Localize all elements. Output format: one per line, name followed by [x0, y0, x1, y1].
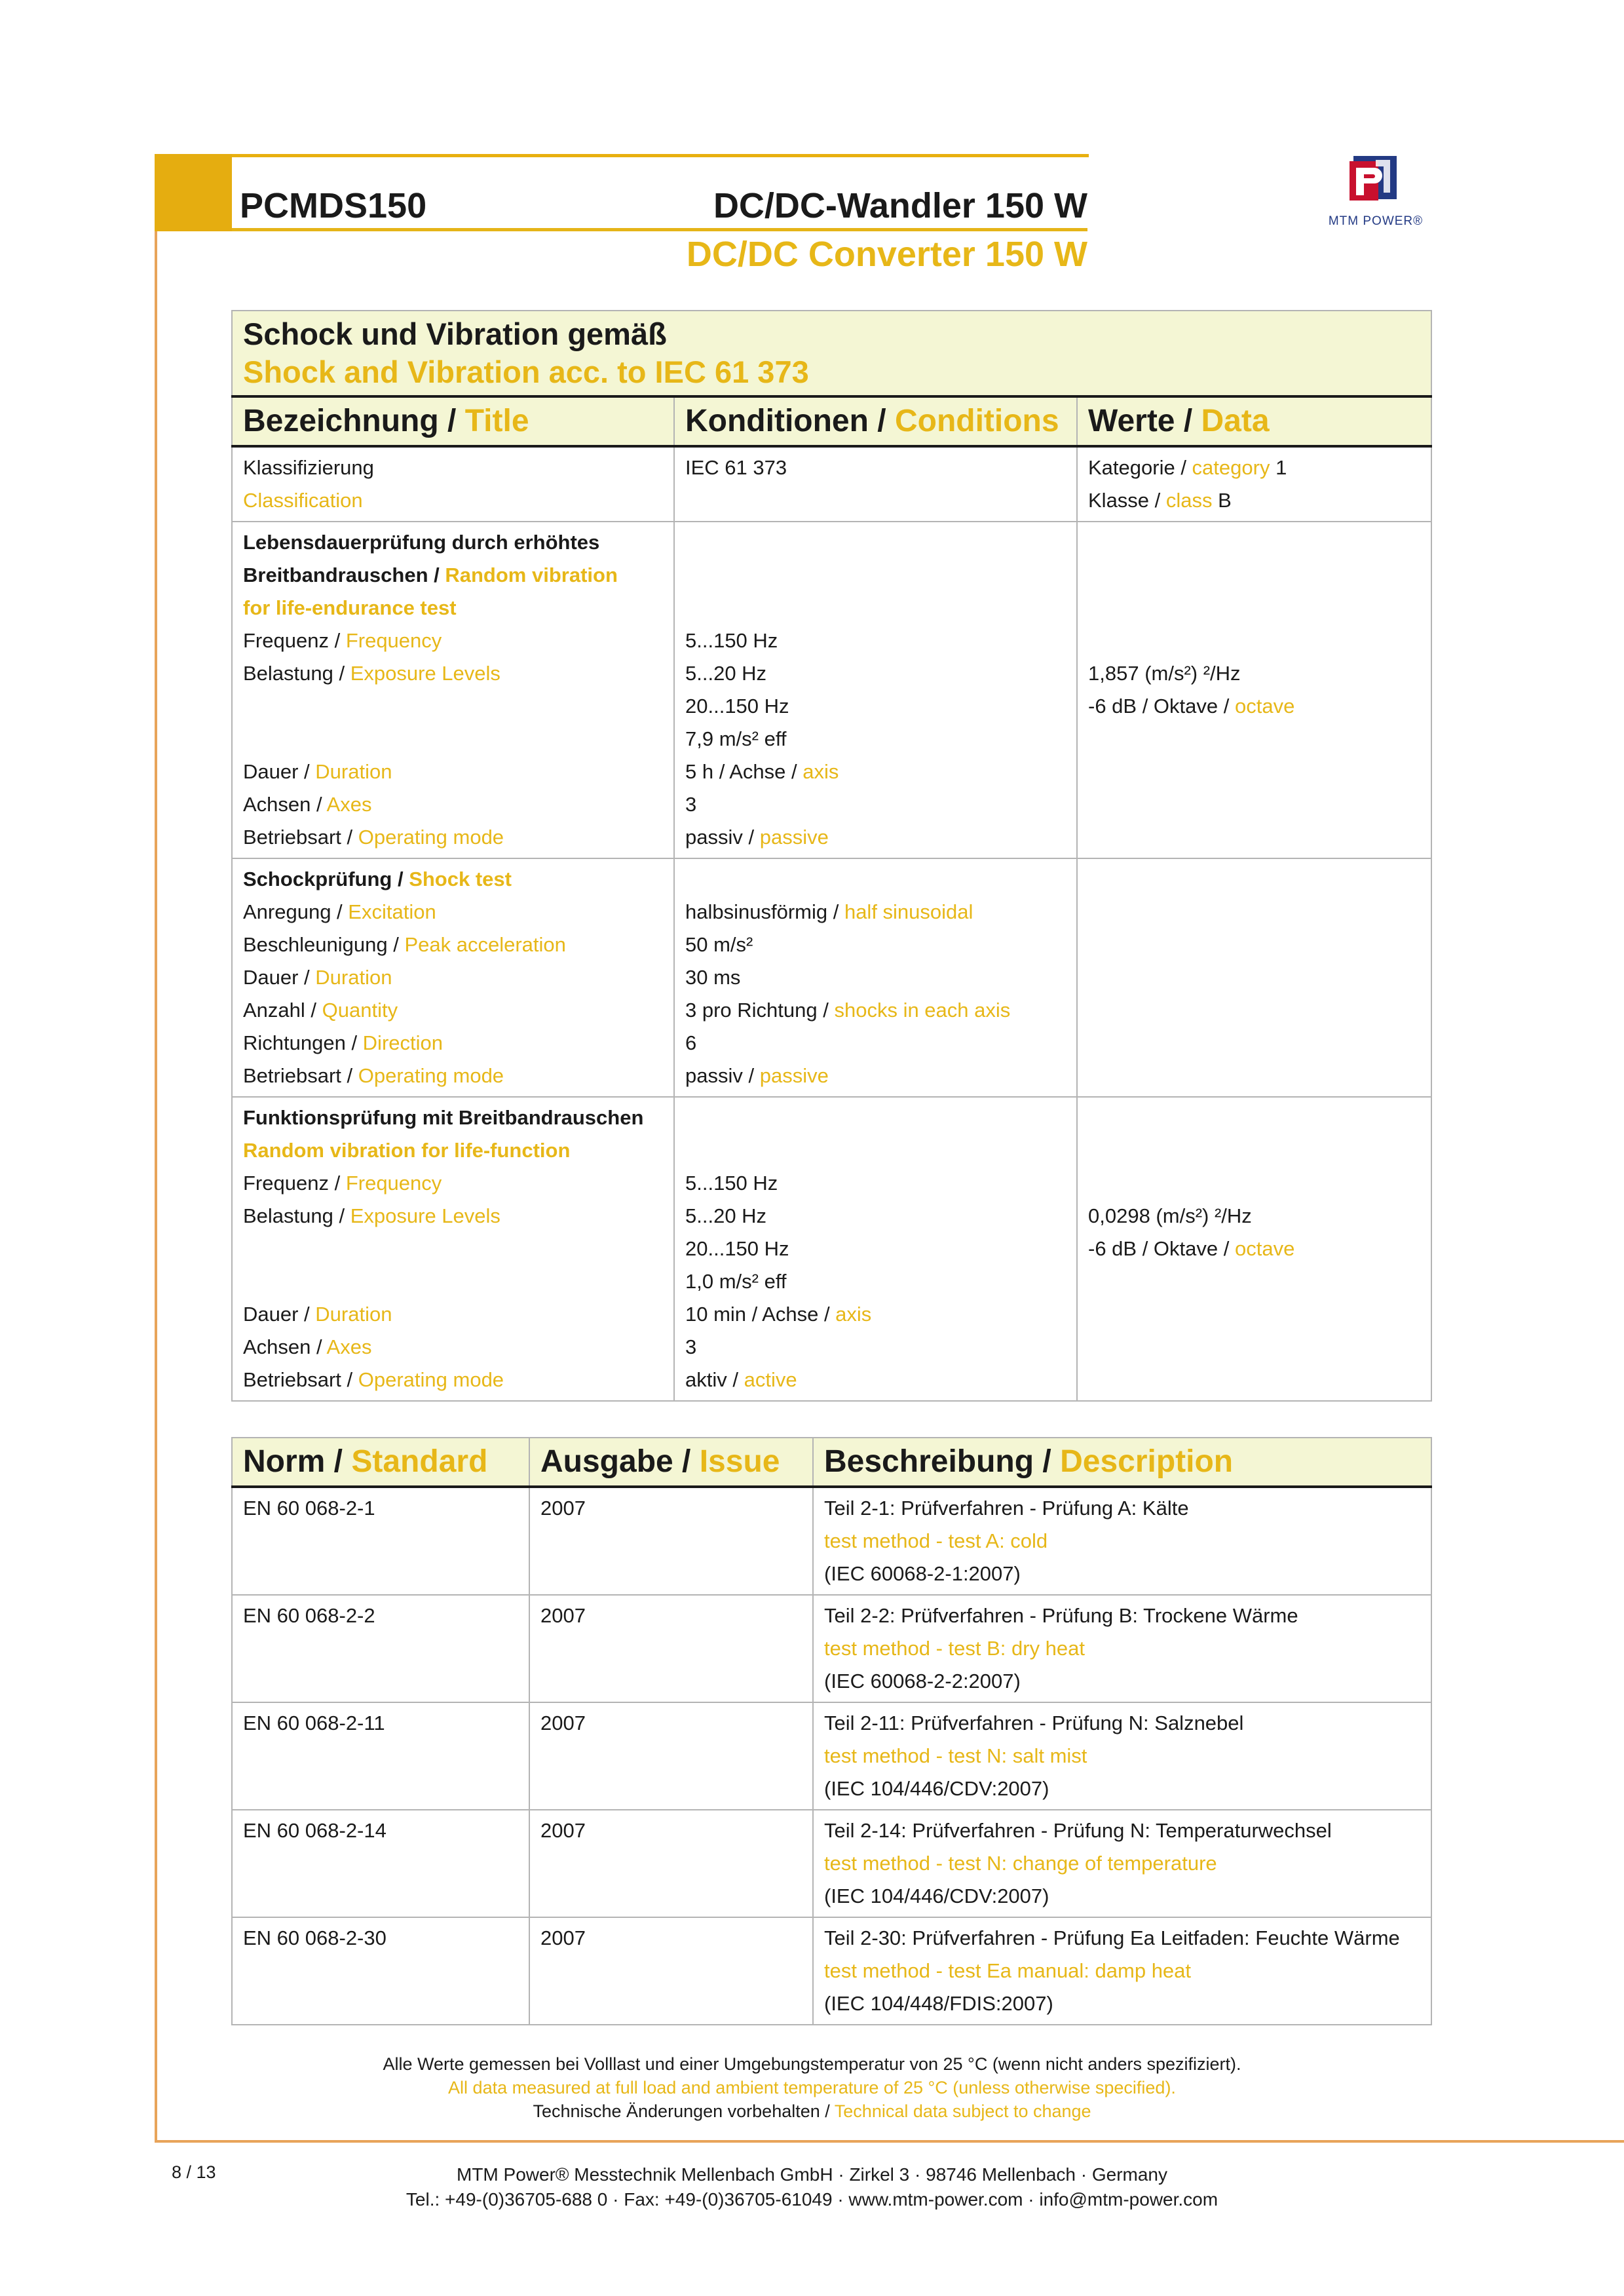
cell-description: Teil 2-2: Prüfverfahren - Prüfung B: Trockene Wärme test method - test B: dry heat (IEC 60068-2-2:2007): [813, 1595, 1431, 1702]
company-footer: [0, 2162, 1624, 2212]
title-de: DC/DC-Wandler 150 W: [713, 186, 1087, 225]
table-row-random-endurance: [232, 522, 1431, 858]
cell-label: Lebensdauerprüfung durch erhöhtes Breitbandrauschen / Random vibration for life-endurance test Frequenz / Frequency Belastung / Exposure Levels Dauer / Duration Achsen / Axes Betriebsart / Operating mode: [232, 522, 674, 858]
footnote-en: All data measured at full load and ambient temperature of 25 °C (unless otherwise specified).: [448, 2078, 1176, 2097]
title-underline: [232, 228, 1087, 231]
cell-data: Kategorie / category 1 Klasse / class B: [1077, 446, 1431, 522]
cell-issue: 2007: [529, 1917, 813, 2025]
table-row: [232, 1487, 1431, 1595]
cell-data: 0,0298 (m/s²) ²/Hz -6 dB / Oktave / octave: [1077, 1097, 1431, 1401]
cell-label: Schockprüfung / Shock test Anregung / Excitation Beschleunigung / Peak acceleration Dauer / Duration Anzahl / Quantity Richtungen / Direction Betriebsart / Operating mode: [232, 858, 674, 1097]
cell-issue: 2007: [529, 1487, 813, 1595]
table-header-row: [232, 1438, 1431, 1487]
cell-conditions: 5...150 Hz 5...20 Hz 20...150 Hz 7,9 m/s² eff 5 h / Achse / axis 3 passiv / passive: [674, 522, 1077, 858]
footnote-de: Alle Werte gemessen bei Volllast und einer Umgebungstemperatur von 25 °C (wenn nicht anders spezifiziert).: [383, 2054, 1241, 2074]
company-address: MTM Power® Messtechnik Mellenbach GmbH · Zirkel 3 · 98746 Mellenbach · Germany: [457, 2164, 1167, 2185]
cell-conditions: halbsinusförmig / half sinusoidal 50 m/s² 30 ms 3 pro Richtung / shocks in each axis 6 passiv / passive: [674, 858, 1077, 1097]
frame-top-line: [155, 154, 1089, 157]
col-header-issue: Ausgabe / Issue: [529, 1438, 813, 1487]
cell-standard: EN 60 068-2-14: [232, 1810, 529, 1917]
col-header-description: Beschreibung / Description: [813, 1438, 1431, 1487]
col-header-conditions: Konditionen / Conditions: [674, 396, 1077, 446]
cell-label: Funktionsprüfung mit Breitbandrauschen Random vibration for life-function Frequenz / Frequency Belastung / Exposure Levels Dauer / Duration Achsen / Axes Betriebsart / Operating mode: [232, 1097, 674, 1401]
table-row: [232, 1595, 1431, 1702]
cell-standard: EN 60 068-2-11: [232, 1702, 529, 1810]
table-caption-row: [232, 311, 1431, 396]
cell-description: Teil 2-1: Prüfverfahren - Prüfung A: Kälte test method - test A: cold (IEC 60068-2-1:2007): [813, 1487, 1431, 1595]
page-number: 8 / 13: [172, 2162, 216, 2182]
cell-standard: EN 60 068-2-1: [232, 1487, 529, 1595]
cell-issue: 2007: [529, 1595, 813, 1702]
model-name: PCMDS150: [240, 186, 427, 225]
col-header-title: Bezeichnung / Title: [232, 396, 674, 446]
caption-de: Schock und Vibration gemäß: [243, 316, 667, 351]
logo-text: MTM POWER®: [1328, 214, 1424, 228]
cell-description: Teil 2-14: Prüfverfahren - Prüfung N: Temperaturwechsel test method - test N: change of temperature (IEC 104/446/CDV:2007): [813, 1810, 1431, 1917]
logo-mark-icon: [1350, 151, 1402, 207]
caption-en: Shock and Vibration acc. to IEC 61 373: [243, 354, 809, 389]
corner-block: [155, 154, 232, 231]
cell-conditions: 5...150 Hz 5...20 Hz 20...150 Hz 1,0 m/s² eff 10 min / Achse / axis 3 aktiv / active: [674, 1097, 1077, 1401]
cell-data: 1,857 (m/s²) ²/Hz -6 dB / Oktave / octave: [1077, 522, 1431, 858]
col-header-data: Werte / Data: [1077, 396, 1431, 446]
cell-conditions: IEC 61 373: [674, 446, 1077, 522]
frame-left-line: [155, 154, 157, 2143]
footnote-change: Technische Änderungen vorbehalten / Technical data subject to change: [533, 2101, 1091, 2121]
cell-data: [1077, 858, 1431, 1097]
table-header-row: [232, 396, 1431, 446]
title-en: DC/DC Converter 150 W: [686, 235, 1087, 274]
cell-label: Klassifizierung Classification: [232, 446, 674, 522]
table-row-classification: [232, 446, 1431, 522]
mtm-power-logo: [1313, 151, 1438, 229]
table-row: [232, 1810, 1431, 1917]
cell-issue: 2007: [529, 1810, 813, 1917]
cell-description: Teil 2-30: Prüfverfahren - Prüfung Ea Leitfaden: Feuchte Wärme test method - test Ea manual: damp heat (IEC 104/448/FDIS:2007): [813, 1917, 1431, 2025]
cell-description: Teil 2-11: Prüfverfahren - Prüfung N: Salznebel test method - test N: salt mist (IEC 104/446/CDV:2007): [813, 1702, 1431, 1810]
frame-bottom-line: [155, 2140, 1624, 2143]
cell-standard: EN 60 068-2-30: [232, 1917, 529, 2025]
cell-issue: 2007: [529, 1702, 813, 1810]
table-row: [232, 1917, 1431, 2025]
table-caption: [232, 311, 1431, 396]
col-header-standard: Norm / Standard: [232, 1438, 529, 1487]
company-contact: Tel.: +49-(0)36705-688 0 · Fax: +49-(0)36705-61049 · www.mtm-power.com · info@mtm-power.com: [406, 2189, 1218, 2210]
shock-vibration-table: [231, 310, 1432, 1402]
standards-table: [231, 1437, 1432, 2025]
table-row-random-function: [232, 1097, 1431, 1401]
table-row: [232, 1702, 1431, 1810]
table-row-shock-test: [232, 858, 1431, 1097]
cell-standard: EN 60 068-2-2: [232, 1595, 529, 1702]
